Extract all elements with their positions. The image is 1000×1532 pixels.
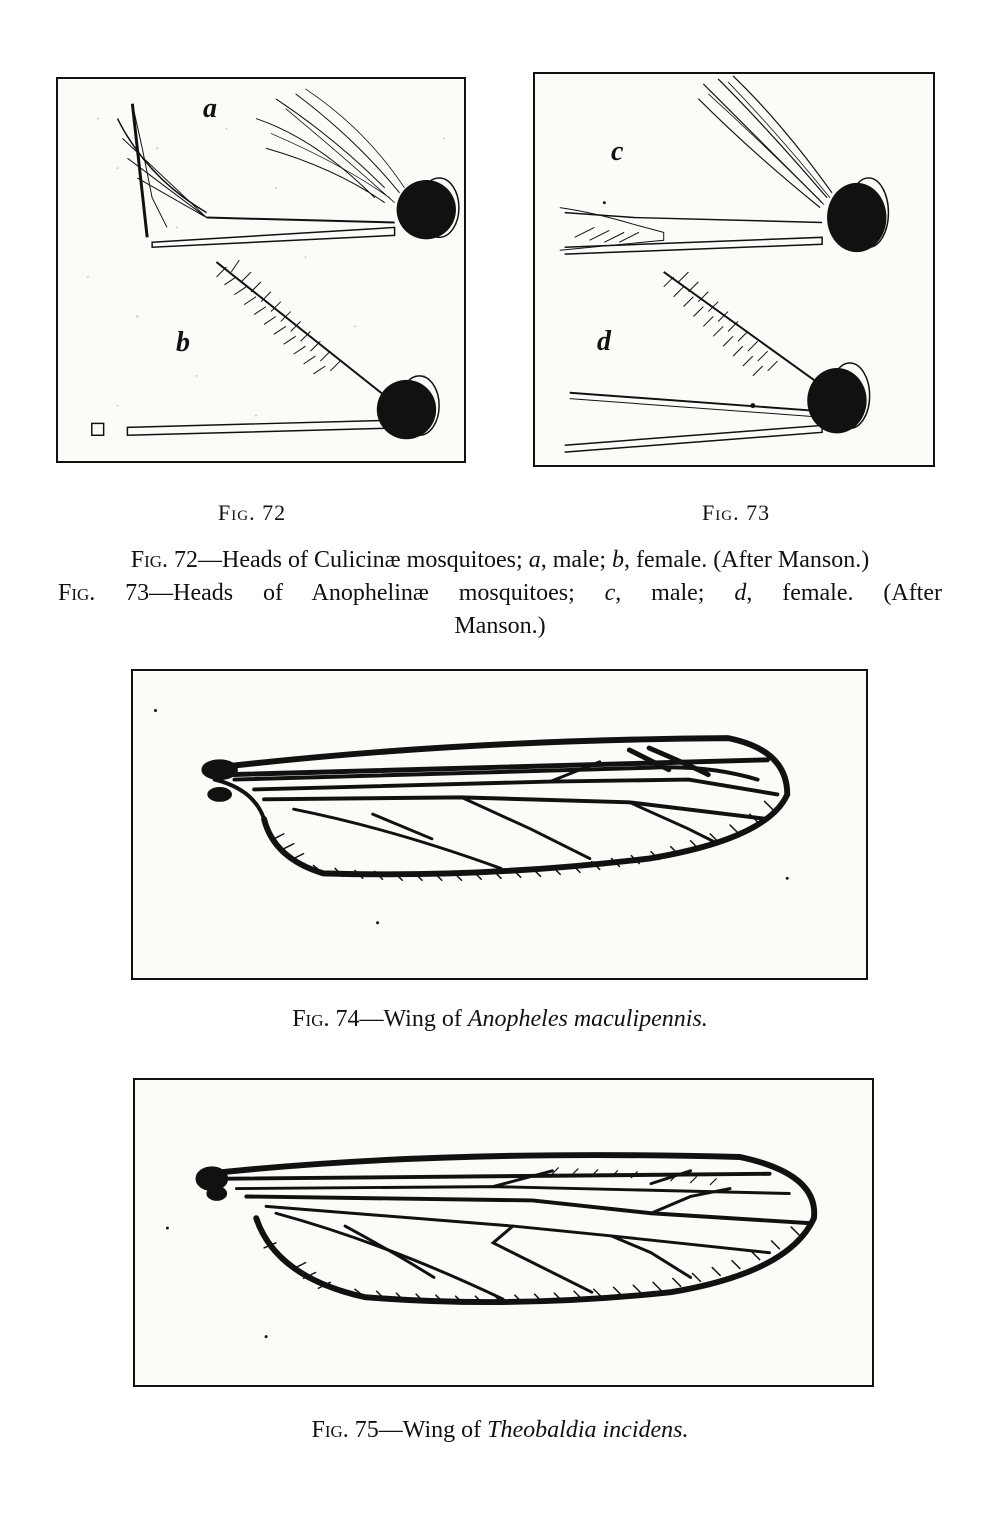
stipple-texture <box>87 118 445 417</box>
fig72-caption-prefix: Fig. 72— <box>130 547 223 573</box>
fig75-caption <box>58 1414 942 1447</box>
fig72-caption-b-desc: , female. (After Manson.) <box>624 547 870 573</box>
fig75-wing-illustration <box>135 1080 872 1385</box>
female-head-d <box>565 272 822 452</box>
fig75-caption-prefix: Fig. 75— <box>311 1417 403 1443</box>
fig73-illustration <box>535 74 933 465</box>
fig73-caption-prefix: Fig. 73— <box>58 580 174 606</box>
fig74-caption-species: Anopheles maculipennis. <box>467 1006 708 1032</box>
fig72-plate <box>56 77 466 463</box>
fig72-caption-text: Heads of Culicinæ mosquitoes; <box>222 547 529 573</box>
label-a: a <box>203 93 217 124</box>
male-head-a <box>118 89 405 247</box>
fig74-plate <box>131 669 868 980</box>
fig73-caption-d: d <box>734 580 747 606</box>
fig75-plate <box>133 1078 874 1387</box>
eye-b <box>377 380 436 439</box>
fig75-caption-text: Wing of <box>402 1417 488 1443</box>
fig73-caption-d-desc: , female. (After <box>746 580 942 606</box>
label-d: d <box>597 326 611 357</box>
fig73-caption-line2: Manson.) <box>454 613 546 639</box>
fig74-caption <box>58 1003 942 1036</box>
fig72-number: Fig. 72 <box>218 500 287 525</box>
eye-d <box>807 368 866 433</box>
fig73-caption-line1 <box>58 577 942 610</box>
fig73-plate <box>533 72 935 467</box>
label-c: c <box>611 136 624 167</box>
fig74-wing-illustration <box>133 671 866 978</box>
fig73-caption-c: c <box>604 580 616 606</box>
fig73-caption-c-desc: , male; <box>615 580 735 606</box>
fig73-number: Fig. 73 <box>702 500 771 525</box>
fig72-caption-a-desc: , male; <box>540 547 612 573</box>
fig74-caption-text: Wing of <box>383 1006 468 1032</box>
fig72-caption-b: b <box>612 547 624 573</box>
female-head-b <box>92 260 385 435</box>
fig72-caption-a: a <box>528 547 541 573</box>
label-b: b <box>176 327 190 358</box>
fig75-caption-species: Theobaldia incidens. <box>487 1417 689 1443</box>
fig73-caption-text: Heads of Anophelinæ mosquitoes; <box>173 580 605 606</box>
fig72-caption <box>58 544 942 577</box>
eye-c <box>827 183 886 252</box>
theobaldia-wing <box>166 1155 814 1338</box>
fig74-caption-prefix: Fig. 74— <box>292 1006 384 1032</box>
fig72-illustration <box>58 79 464 461</box>
male-head-c <box>560 76 832 254</box>
anopheles-wing <box>154 709 788 923</box>
